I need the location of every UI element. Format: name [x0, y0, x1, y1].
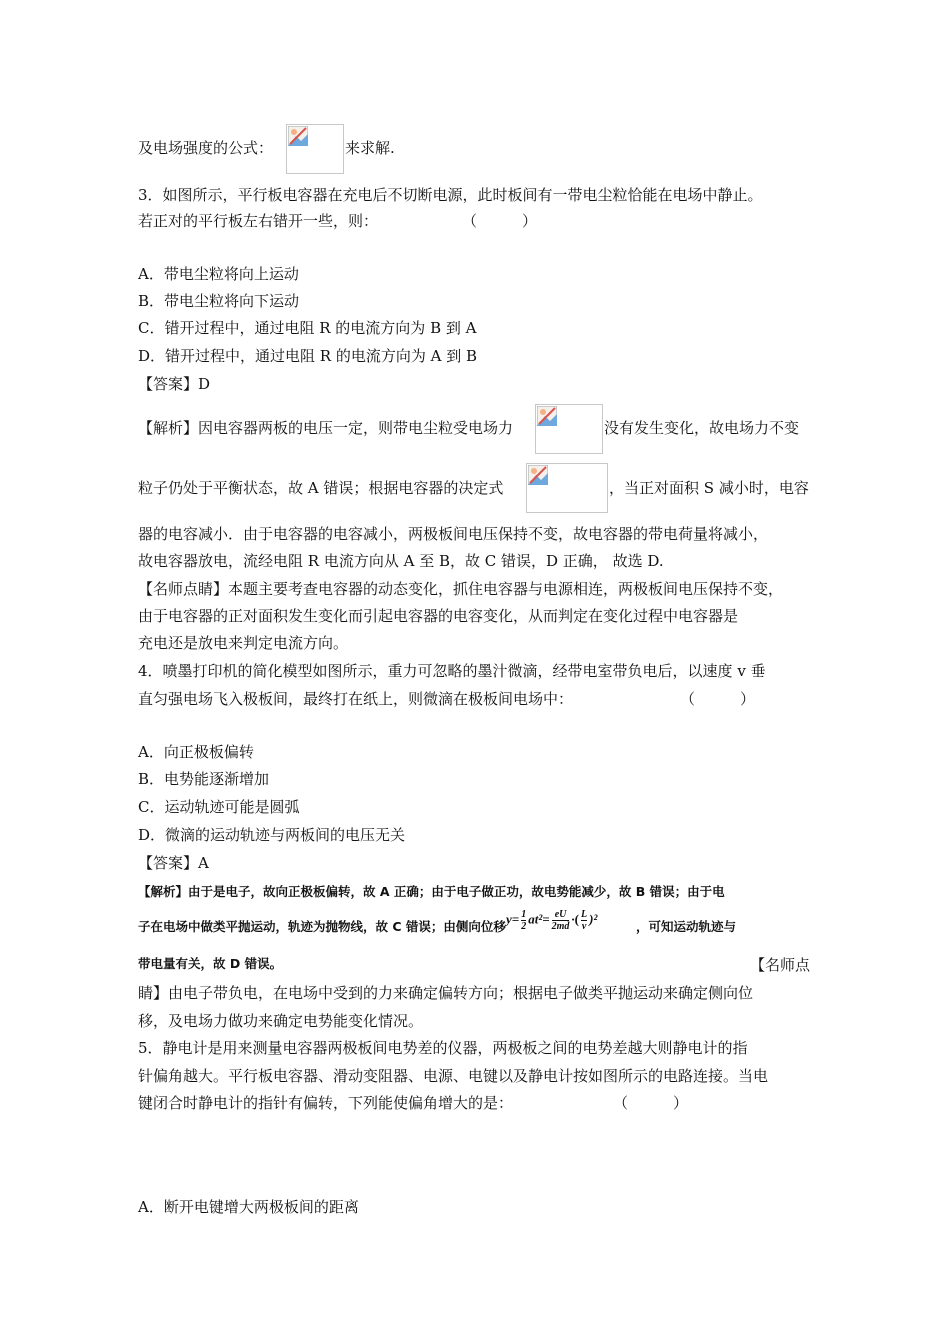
- formula-eq: =: [542, 911, 550, 927]
- question-3-stem: 3．如图所示，平行板电容器在充电后不切断电源，此时板间有一带电尘粒恰能在电场中静止。: [138, 186, 763, 204]
- answer-line: 【答案】D: [138, 375, 211, 393]
- answer-line: 【答案】A: [138, 854, 209, 872]
- answer-paren: （ ）: [680, 690, 756, 708]
- formula-image-placeholder: [526, 463, 608, 513]
- option-b: B．电势能逐渐增加: [138, 770, 270, 788]
- formula-image-placeholder: [535, 404, 603, 454]
- question-5-stem: 针偏角越大。平行板电容器、滑动变阻器、电源、电键以及静电计按如图所示的电路连接。当电: [138, 1067, 769, 1085]
- formula-term: at²: [528, 911, 543, 927]
- analysis-line: 器的电容减小．由于电容器的电容减小，两极板间电压保持不变，故电容器的带电荷量将减小，: [138, 525, 769, 543]
- analysis-line: 故电容器放电，流经电阻 R 电流方向从 A 至 B，故 C 错误，D 正确， 故选 D.: [138, 552, 664, 570]
- formula-den: 2md: [551, 921, 570, 932]
- option-a: A．断开电键增大两极板间的距离: [138, 1198, 359, 1216]
- formula-fraction: [581, 909, 587, 932]
- displacement-formula: y= $\frac{1}{2}$ at²= $\frac{eU}{2md}$ ·( $\frac{L}{v}$ )²: [506, 909, 598, 932]
- analysis-line: 粒子仍处于平衡状态，故 A 错误；根据电容器的决定式: [138, 479, 504, 497]
- formula-fraction: [521, 909, 526, 932]
- option-c: C．运动轨迹可能是圆弧: [138, 798, 300, 816]
- formula-num: 1: [521, 909, 527, 920]
- tip-line: 移，及电场力做功来确定电势能变化情况。: [138, 1012, 424, 1030]
- question-3-stem: 若正对的平行板左右错开一些，则：: [138, 212, 379, 230]
- question-4-stem: 4．喷墨打印机的简化模型如图所示，重力可忽略的墨汁微滴，经带电室带负电后，以速度 v 垂: [138, 662, 766, 680]
- formula-num: L: [581, 909, 588, 920]
- formula-eq: =: [511, 911, 520, 927]
- analysis-line-small: 【解析】由于是电子，故向正极板偏转，故 A 正确；由于电子做正功，故电势能减少，故 B 错误；由于电: [138, 884, 725, 899]
- option-a: A．向正极板偏转: [138, 743, 254, 761]
- formula-lhs: y: [506, 911, 512, 927]
- answer-paren: （ ）: [613, 1094, 689, 1112]
- tip-line: 【名师点睛】本题主要考查电容器的动态变化，抓住电容器与电源相连，两极板间电压保持不变，: [138, 580, 784, 598]
- formula-fraction: [552, 909, 570, 932]
- analysis-line-small: ，可知运动轨迹与: [636, 919, 737, 934]
- formula-den: v: [581, 921, 587, 932]
- text-line: 来求解.: [345, 139, 395, 157]
- option-d: D．错开过程中，通过电阻 R 的电流方向为 A 到 B: [138, 347, 478, 365]
- text-line: 及电场强度的公式：: [138, 139, 274, 157]
- option-c: C．错开过程中，通过电阻 R 的电流方向为 B 到 A: [138, 319, 477, 337]
- tip-line: 【名师点: [750, 956, 811, 974]
- question-5-stem: 键闭合时静电计的指针有偏转，下列能使偏角增大的是：: [138, 1094, 514, 1112]
- formula-term: )²: [589, 911, 598, 927]
- question-5-stem: 5．静电计是用来测量电容器两极板间电势差的仪器，两极板之间的电势差越大则静电计的指: [138, 1039, 748, 1057]
- analysis-line-small: 带电量有关，故 D 错误。: [138, 956, 283, 971]
- option-a: A．带电尘粒将向上运动: [138, 265, 299, 283]
- question-4-stem: 直匀强电场飞入极板间，最终打在纸上，则微滴在极板间电场中：: [138, 690, 574, 708]
- broken-image-icon: [528, 465, 548, 485]
- formula-dot: ·: [571, 911, 575, 927]
- analysis-line: 没有发生变化，故电场力不变: [604, 419, 800, 437]
- tip-line: 充电还是放电来判定电流方向。: [138, 634, 349, 652]
- option-b: B．带电尘粒将向下运动: [138, 292, 300, 310]
- analysis-line-small: 子在电场中做类平抛运动，轨迹为抛物线，故 C 错误；由侧向位移: [138, 919, 506, 934]
- broken-image-icon: [537, 406, 557, 426]
- answer-paren: （ ）: [462, 212, 538, 230]
- broken-image-icon: [288, 126, 308, 146]
- formula-den: 2: [521, 921, 527, 932]
- option-d: D．微滴的运动轨迹与两板间的电压无关: [138, 826, 406, 844]
- tip-line: 睛】由电子带负电，在电场中受到的力来确定偏转方向；根据电子做类平抛运动来确定侧向位: [138, 984, 754, 1002]
- tip-line: 由于电容器的正对面积发生变化而引起电容器的电容变化，从而判定在变化过程中电容器是: [138, 607, 739, 625]
- analysis-line: ，当正对面积 S 减小时，电容: [609, 479, 809, 497]
- formula-num: eU: [554, 909, 567, 920]
- formula-image-placeholder: [286, 124, 344, 174]
- analysis-line: 【解析】因电容器两板的电压一定，则带电尘粒受电场力: [138, 419, 514, 437]
